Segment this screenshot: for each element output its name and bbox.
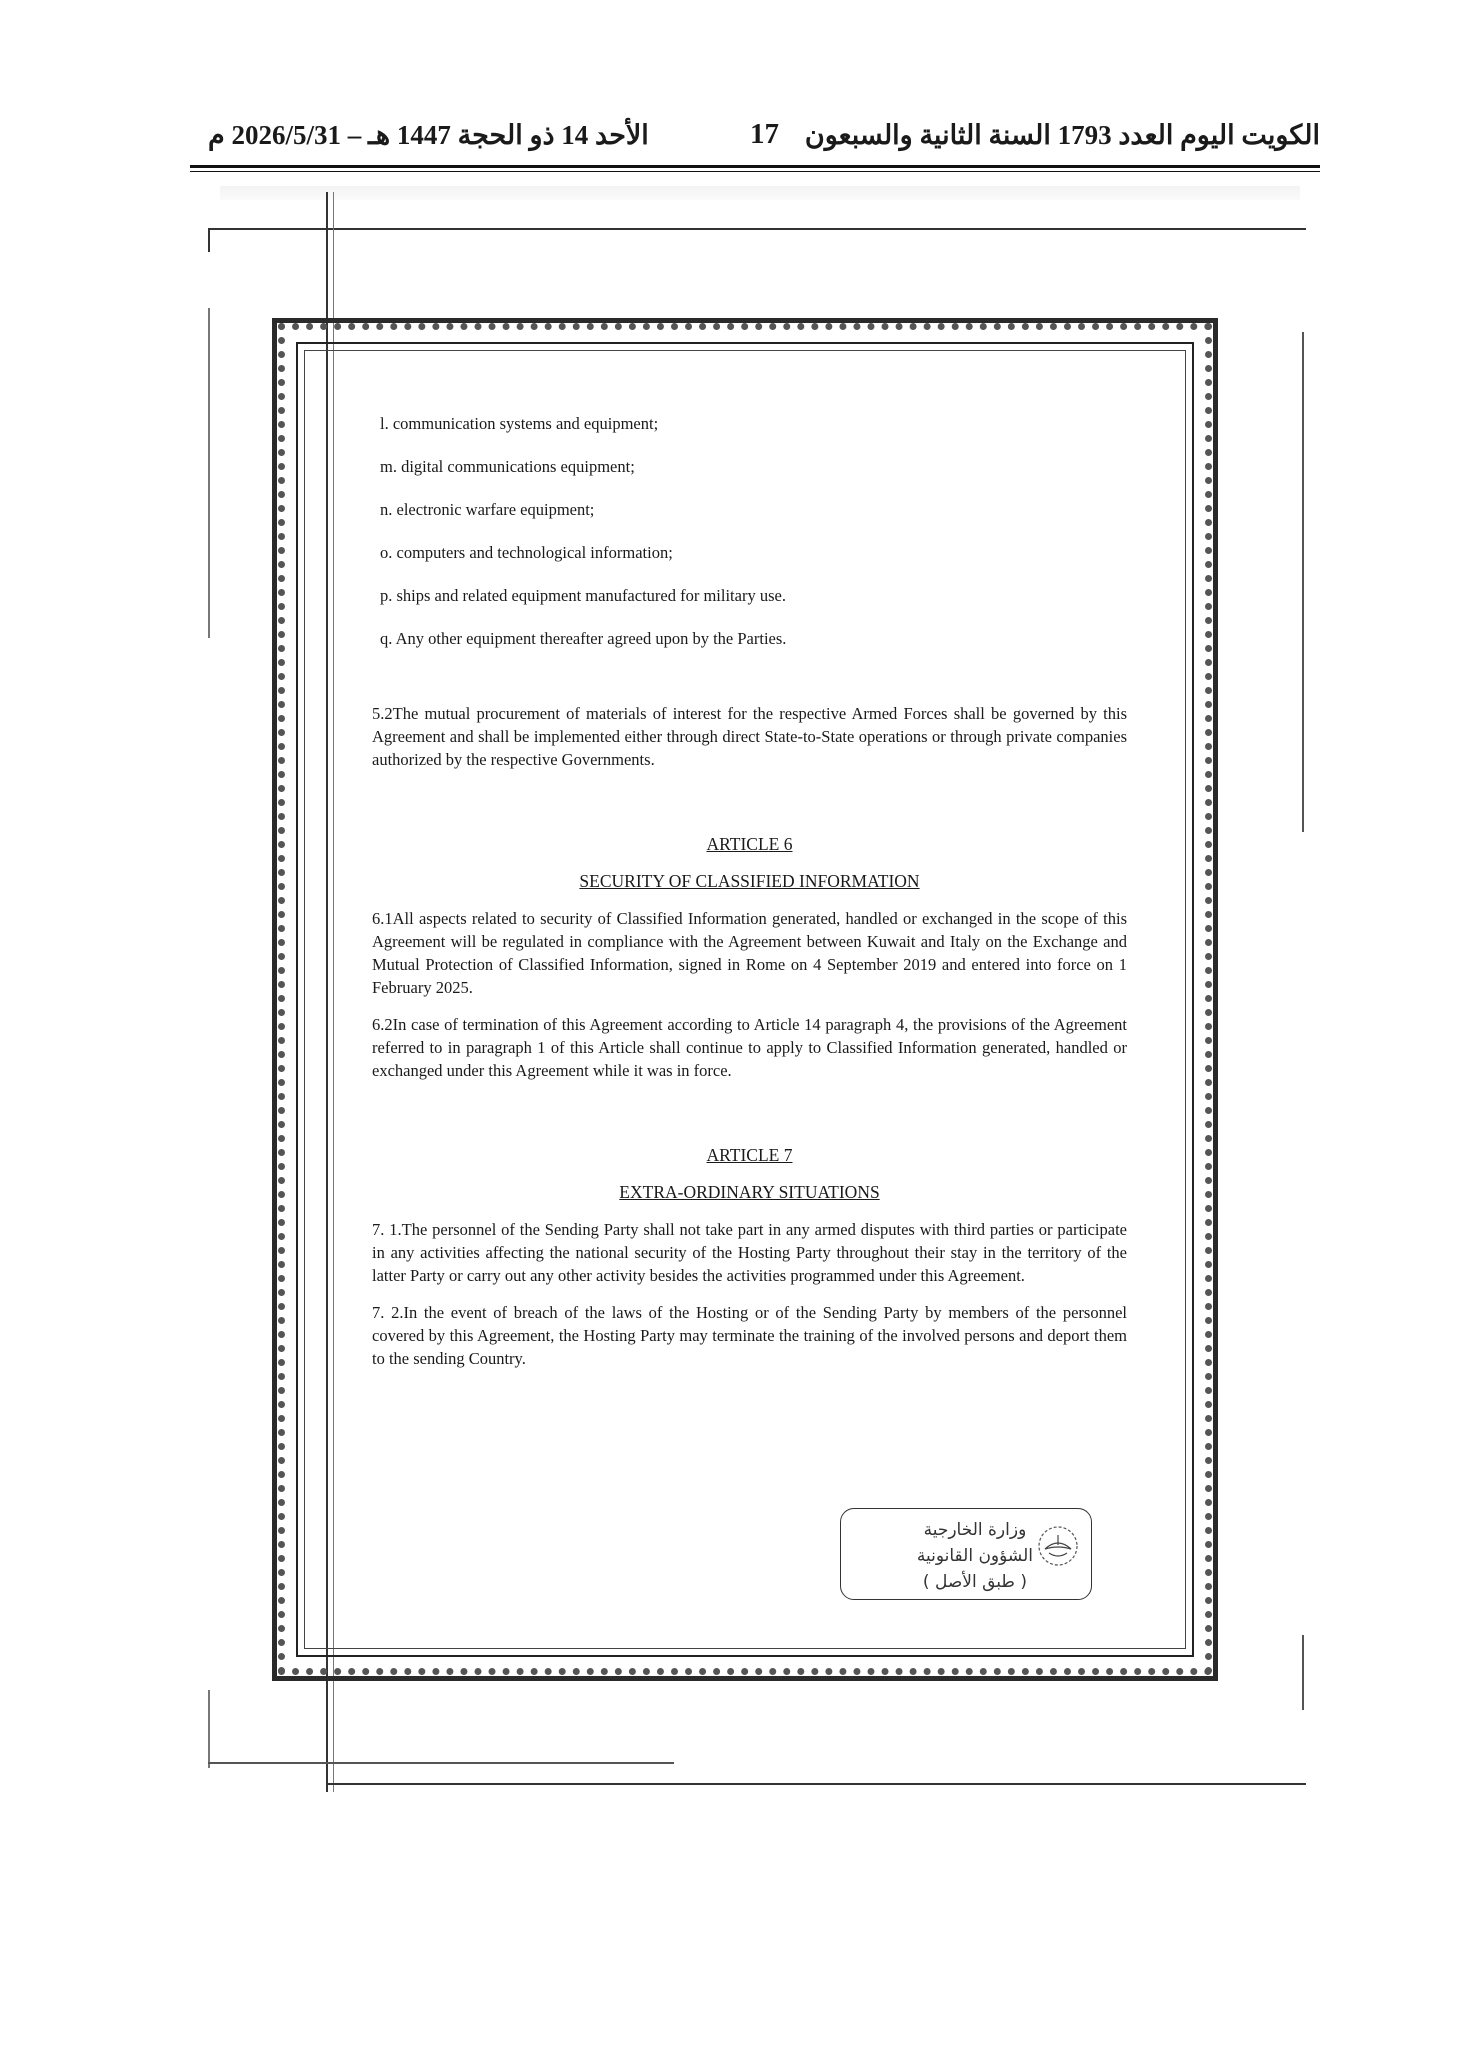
page-number: 17 xyxy=(750,118,779,150)
paragraph-5-2: 5.2The mutual procurement of materials of interest for the respective Armed Forces shall be governed by this Agreement and shall be implemented either through direct State-to-State operations or through private companies authorized by the respective Governments. xyxy=(372,704,1127,769)
page-header xyxy=(190,112,1320,162)
article-7-title: ARTICLE 7 xyxy=(706,1145,793,1165)
list-item: o. computers and technological information; xyxy=(380,543,673,562)
list-item: p. ships and related equipment manufactured for military use. xyxy=(380,586,786,605)
scan-line xyxy=(208,308,210,638)
scan-line xyxy=(208,228,1306,230)
article-6-subtitle: SECURITY OF CLASSIFIED INFORMATION xyxy=(579,871,920,891)
scan-line xyxy=(326,1783,1306,1785)
paragraph-7-1: 7. 1.The personnel of the Sending Party shall not take part in any armed disputes with third parties or participate in any activities affecting the national security of the Hosting Party throughout their stay in the territory of the latter Party or carry out any other activity besides the activities programmed under this Agreement. xyxy=(372,1220,1127,1285)
header-rule xyxy=(190,165,1320,168)
paragraph-6-1: 6.1All aspects related to security of Classified Information generated, handled or exchanged in the scope of this Agreement will be regulated in compliance with the Agreement between Kuwait and Italy on the Exchange and Mutual Protection of Classified Information, signed in Rome on 4 September 2019 and entered into force on 1 February 2025. xyxy=(372,909,1127,997)
list-item: m. digital communications equipment; xyxy=(380,457,635,476)
paragraph-7-2: 7. 2.In the event of breach of the laws of the Hosting or of the Sending Party by members of the personnel covered by this Agreement, the Hosting Party may terminate the training of the involved persons and deport them to the sending Country. xyxy=(372,1303,1127,1368)
stamp-text xyxy=(917,1517,1033,1595)
stamp-line: الشؤون القانونية xyxy=(916,1546,1033,1566)
article-7-subtitle: EXTRA-ORDINARY SITUATIONS xyxy=(619,1182,880,1202)
header-date: الأحد 14 ذو الحجة 1447 هـ – 2026/5/31 م xyxy=(208,120,649,150)
scan-line xyxy=(1302,332,1304,832)
header-rule-thin xyxy=(190,171,1320,172)
kuwait-emblem-icon xyxy=(1035,1523,1081,1569)
scan-line xyxy=(208,228,210,252)
stamp-line: وزارة الخارجية xyxy=(923,1520,1027,1540)
document-body xyxy=(372,400,1127,1370)
paragraph-6-2: 6.2In case of termination of this Agreement according to Article 14 paragraph 4, the provisions of the Agreement referred to in paragraph 1 of this Article shall continue to apply to Classified Information generated, handled or exchanged under this Agreement while it was in force. xyxy=(372,1015,1127,1080)
ministry-stamp xyxy=(840,1508,1092,1600)
list-item: q. Any other equipment thereafter agreed upon by the Parties. xyxy=(380,629,787,648)
article-6-title: ARTICLE 6 xyxy=(706,834,793,854)
stamp-line: ( طبق الأصل ) xyxy=(922,1572,1027,1592)
scan-line xyxy=(1302,1635,1304,1710)
list-item: l. communication systems and equipment; xyxy=(380,414,659,433)
header-gazette-title: الكويت اليوم العدد 1793 السنة الثانية والسبعون xyxy=(804,120,1320,150)
scan-line xyxy=(208,1690,210,1768)
list-item: n. electronic warfare equipment; xyxy=(380,500,595,519)
scan-line xyxy=(208,1762,674,1764)
scan-shadow-band xyxy=(220,186,1300,200)
